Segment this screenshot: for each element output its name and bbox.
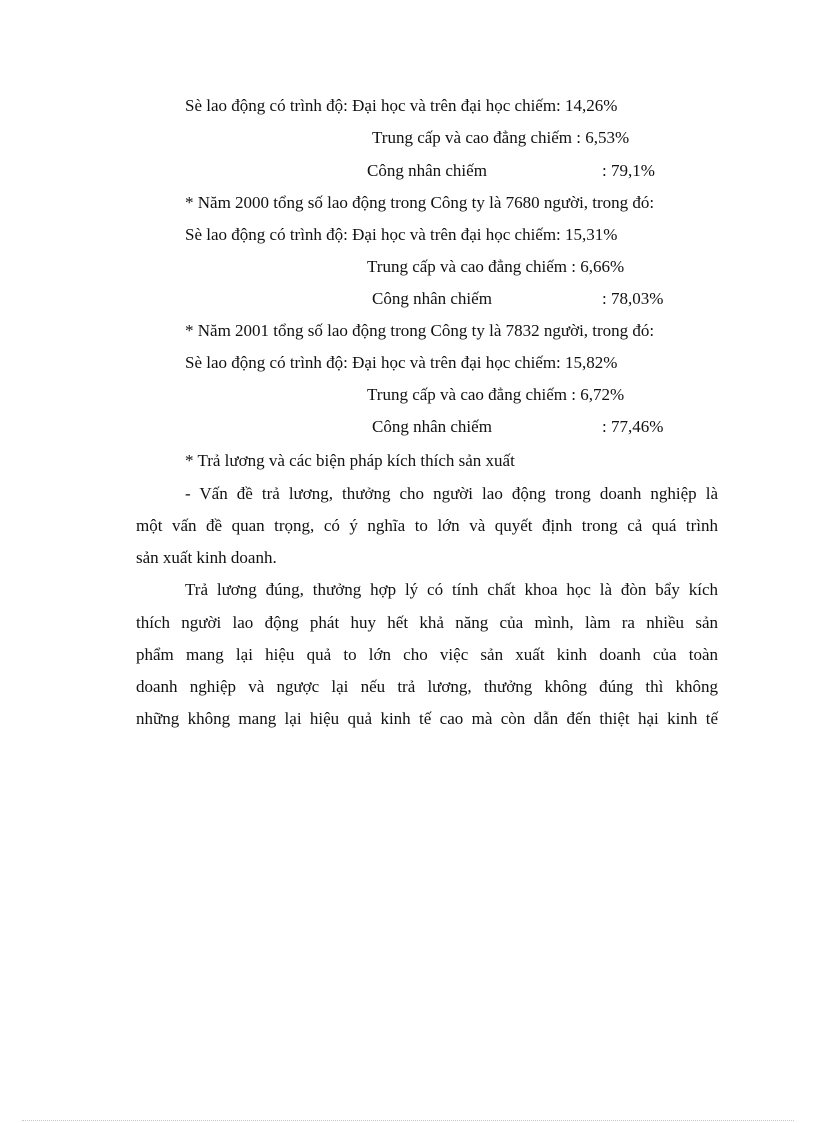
paragraph-1-line-1: - Vấn đề trả lương, thưởng cho người lao động trong doanh nghiệp là [185, 484, 718, 503]
stat-2001-college: Trung cấp và cao đẳng chiếm : 6,72% [367, 385, 625, 404]
page-bottom-divider [22, 1120, 794, 1121]
stat-2001-worker-label: Công nhân chiếm [372, 417, 492, 436]
section-heading: * Trả lương và các biện pháp kích thích sản xuất [185, 451, 515, 470]
stat-1999-college: Trung cấp và cao đẳng chiếm : 6,53% [372, 128, 630, 147]
paragraph-2-line-5: những không mang lại hiệu quả kinh tế cao mà còn dẫn đến thiệt hại kinh tế [136, 709, 718, 728]
stat-2000-worker-label: Công nhân chiếm [372, 289, 492, 308]
intro-2000: * Năm 2000 tổng số lao động trong Công ty là 7680 người, trong đó: [185, 193, 655, 212]
paragraph-2-line-4: doanh nghiệp và ngược lại nếu trả lương, thưởng không đúng thì không [136, 677, 718, 696]
stat-1999-worker-label: Công nhân chiếm [367, 161, 487, 180]
paragraph-2-line-3: phẩm mang lại hiệu quả to lớn cho việc sản xuất kinh doanh của toàn [136, 645, 718, 664]
stat-1999-worker-value: : 79,1% [602, 161, 655, 180]
stat-2000-university: Sè lao động có trình độ: Đại học và trên đại học chiếm: 15,31% [185, 225, 618, 244]
paragraph-1-line-2: một vấn đề quan trọng, có ý nghĩa to lớn và quyết định trong cả quá trình [136, 516, 718, 535]
stat-2000-college: Trung cấp và cao đẳng chiếm : 6,66% [367, 257, 625, 276]
stat-2001-university: Sè lao động có trình độ: Đại học và trên đại học chiếm: 15,82% [185, 353, 618, 372]
stat-2000-worker-value: : 78,03% [602, 289, 664, 308]
paragraph-2-line-2: thích người lao động phát huy hết khả năng của mình, làm ra nhiều sản [136, 613, 718, 632]
paragraph-1-line-3: sản xuất kinh doanh. [136, 548, 277, 567]
stat-1999-university: Sè lao động có trình độ: Đại học và trên đại học chiếm: 14,26% [185, 96, 618, 115]
intro-2001: * Năm 2001 tổng số lao động trong Công ty là 7832 người, trong đó: [185, 321, 655, 340]
paragraph-2-line-1: Trả lương đúng, thưởng hợp lý có tính chất khoa học là đòn bẩy kích [185, 580, 718, 599]
stat-2001-worker-value: : 77,46% [602, 417, 664, 436]
